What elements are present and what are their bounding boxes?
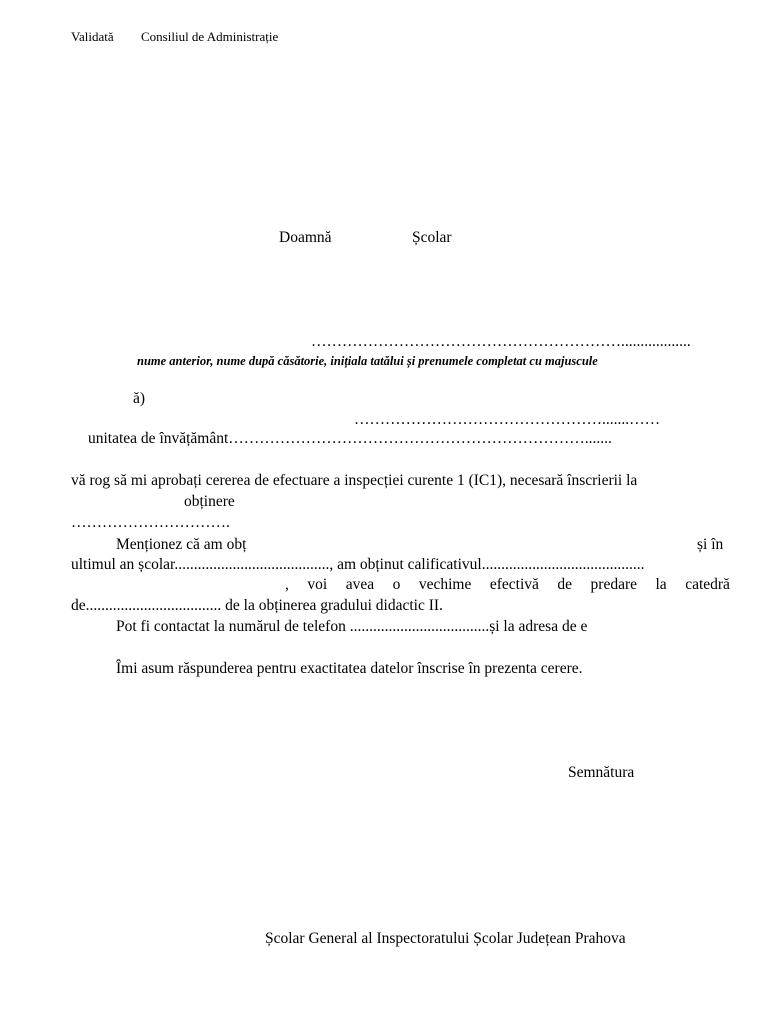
- mention-word: predare: [590, 576, 637, 593]
- mention-word: de: [557, 576, 573, 593]
- mention-word: catedră: [685, 576, 730, 593]
- name-caption: nume anterior, nume după căsătorie, inițiala tatălui și prenumele completat cu majuscule: [137, 354, 598, 368]
- mention-end: și în: [697, 536, 724, 553]
- line-a: ă): [133, 390, 146, 407]
- request-line-1-text: vă rog să mi aprobați cererea de efectuare a inspecției curente 1 (IC1), necesară înscrierii la: [71, 472, 638, 489]
- mention-word: o: [392, 576, 401, 593]
- responsibility-line: Îmi asum răspunderea pentru exactitatea datelor înscrise în prezenta cerere.: [116, 660, 583, 677]
- salutation-doamna: Doamnă: [279, 229, 332, 246]
- signature-label: Semnătura: [568, 764, 635, 781]
- dots-line-2: ………………………………………….......……: [354, 411, 661, 428]
- mention-word: avea: [345, 576, 375, 593]
- request-line-2: obținere: [184, 493, 235, 510]
- request-line-1: [71, 472, 730, 490]
- mention-line-3-comma: ,: [285, 576, 289, 593]
- unit-line: unitatea de învățământ…………………………………………………………….......: [88, 430, 612, 447]
- name-dots-line: ……………………………………………………..................: [311, 333, 691, 350]
- mention-word: efectivă: [489, 576, 539, 593]
- mention-word: la: [655, 576, 667, 593]
- header-consiliu: Consiliul de Administrație: [141, 29, 279, 44]
- request-line-3: ………………………….: [71, 514, 230, 531]
- salutation-scolar: Școlar: [412, 229, 452, 246]
- header-validata: Validată: [71, 29, 114, 44]
- mention-line-2: ultimul an școlar........................................, am obținut calificativul..........................................: [71, 556, 645, 573]
- mention-word: vechime: [418, 576, 472, 593]
- mention-word: voi: [307, 576, 328, 593]
- mention-start: Menționez că am obț: [116, 536, 247, 553]
- footer-line: Școlar General al Inspectoratului Școlar Județean Prahova: [265, 930, 626, 947]
- mention-line-3: [285, 576, 730, 594]
- contact-line: Pot fi contactat la numărul de telefon ....................................și la adresa de e: [116, 618, 588, 635]
- mention-line-4: de................................... de la obținerea gradului didactic II.: [71, 597, 443, 614]
